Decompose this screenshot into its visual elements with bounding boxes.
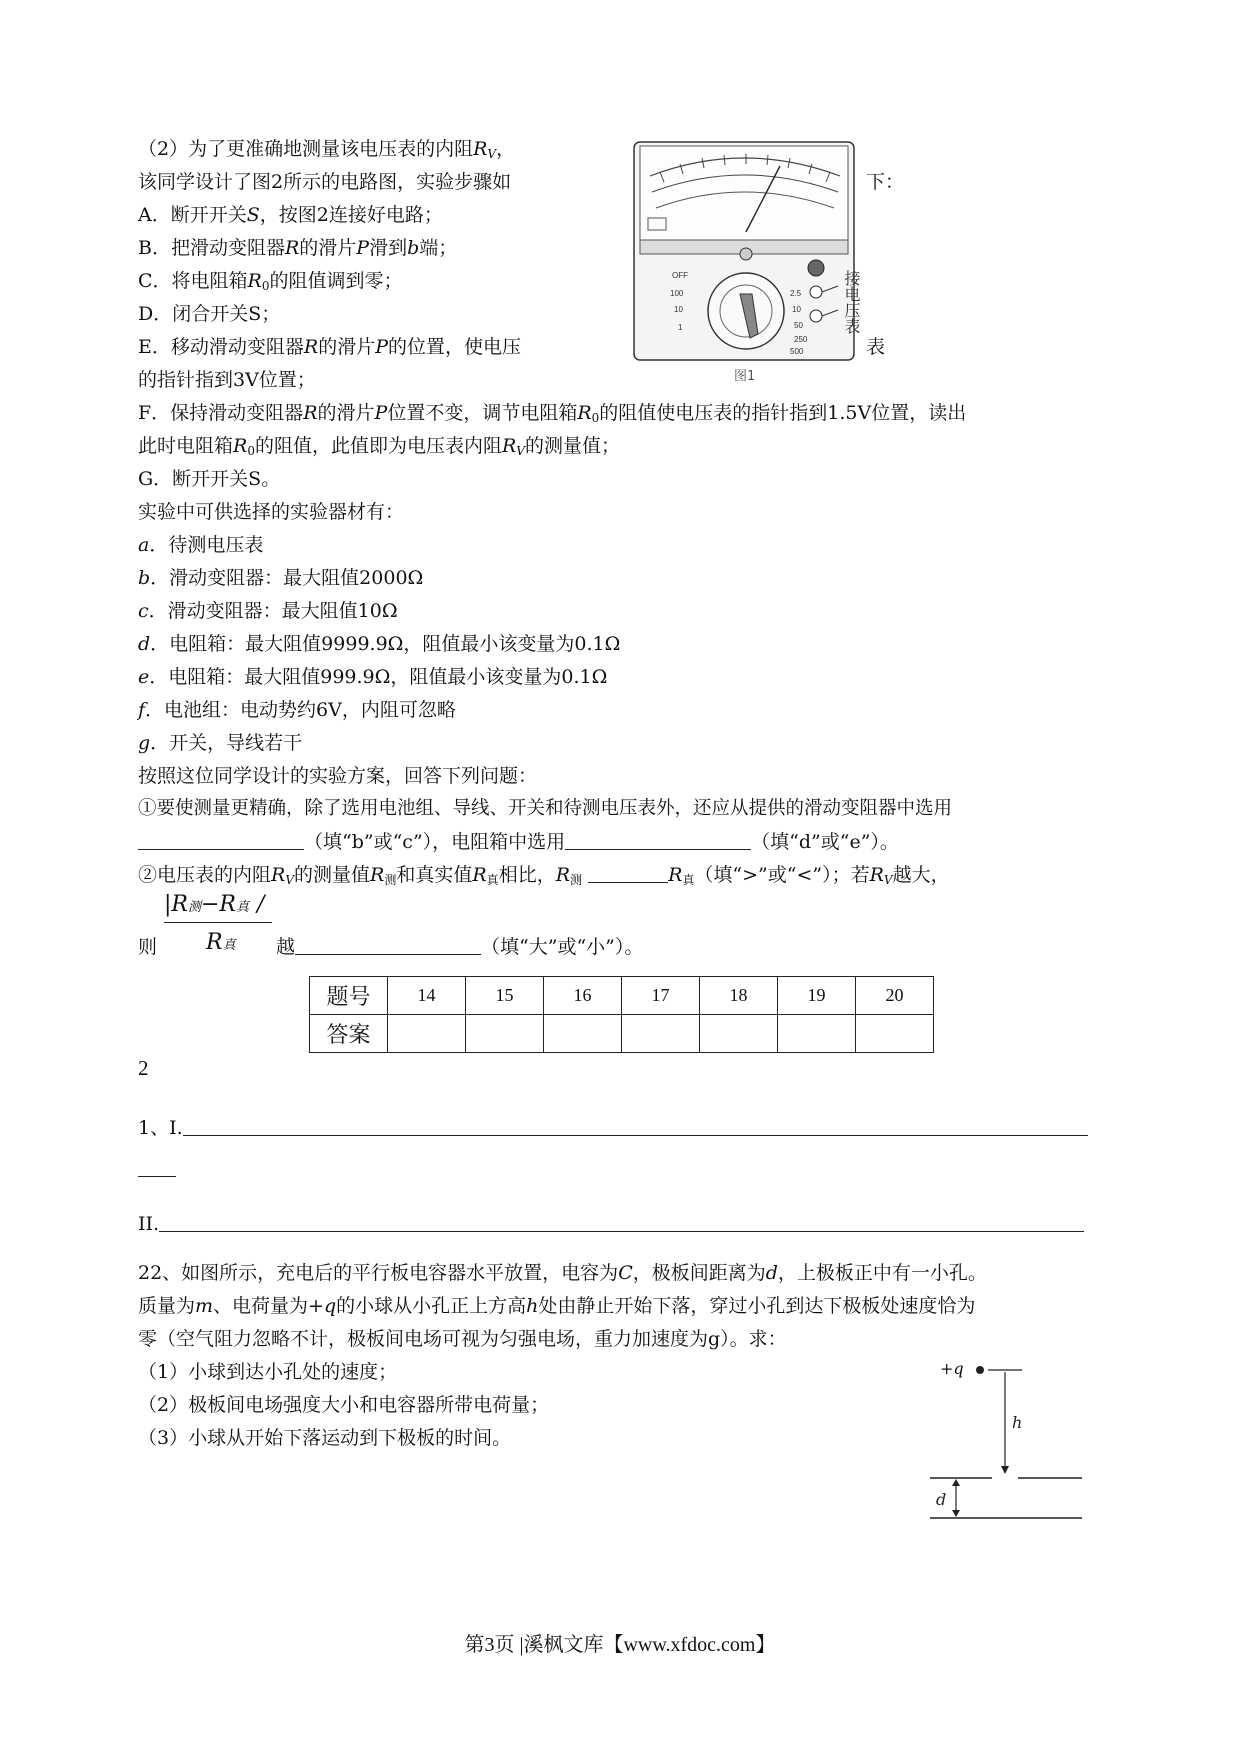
h-label: h [1012,1413,1023,1432]
charge-label: +q [940,1359,964,1378]
table-cell: 14 [388,977,466,1015]
connect-voltmeter-label: 接电压表 [842,270,861,334]
table-row [310,1015,934,1053]
table-cell: 15 [466,977,544,1015]
answer-cell[interactable] [388,1015,466,1053]
fraction-denominator: R真 [206,930,236,955]
answer-section-number: 2 [138,1056,149,1080]
fraction-bar [164,922,272,923]
step-d: D．闭合开关S； [138,303,281,325]
q2-intro: （2）为了更准确地测量该电压表的内阻$R_V$， [138,138,516,161]
step-c: C．将电阻箱$R_0$的阻值调到零； [138,270,403,293]
table-cell: 20 [856,977,934,1015]
svg-text:100: 100 [670,289,684,298]
trend-answer: 越 （填“大”或“小”）。 [276,936,644,958]
q2-line2-tail: 下： [866,171,905,193]
answer-cell[interactable] [544,1015,622,1053]
table-cell: 16 [544,977,622,1015]
table-header: 答案 [310,1015,388,1053]
d-label: d [936,1490,947,1509]
sub-question-1: ①要使测量更精确，除了选用电池组、导线、开关和待测电压表外，还应从提供的滑动变阻器中选用 [138,798,953,819]
then-label: 则 [138,936,158,958]
table-cell: 19 [778,977,856,1015]
step-a: A．断开开关S，按图2连接好电路； [138,204,443,226]
meter-dial-window [640,146,848,240]
multimeter-figure [630,136,870,386]
equipment-item: e．电阻箱：最大阻值999.9Ω，阻值最小该变量为0.1Ω [138,666,608,688]
step-f: F．保持滑动变阻器R的滑片P位置不变，调节电阻箱$R_0$的阻值使电压表的指针指到1.5V位置，读出 [138,402,967,425]
step-e: E．移动滑动变阻器R的滑片P的位置，使电压 [138,336,522,358]
svg-text:10: 10 [674,305,683,314]
q22-line1: 22、如图所示，充电后的平行板电容器水平放置，电容为C，极板间距离为d，上极板正中有一小孔。 [138,1262,987,1284]
q22-part1: （1）小球到达小孔处的速度； [138,1361,398,1383]
equipment-item: f．电池组：电动势约6V，内阻可忽略 [138,699,456,721]
step-e-tail: 表 [866,336,886,358]
step-b: B．把滑动变阻器R的滑片P滑到b端； [138,237,458,259]
q22-line2: 质量为m、电荷量为+q的小球从小孔正上方高h处由静止开始下落，穿过小孔到达下极板处速度恰为 [138,1295,976,1317]
svg-text:500: 500 [790,347,804,356]
table-cell: 17 [622,977,700,1015]
svg-text:250: 250 [794,335,808,344]
equipment-item: c．滑动变阻器：最大阻值10Ω [138,600,398,622]
page-footer: 第3页 |溪枫文库【www.xfdoc.com】 [464,1634,776,1656]
answer-table [309,976,934,1053]
step-f-line2: 此时电阻箱$R_0$的阻值，此值即为电压表内阻$R_V$的测量值； [138,435,620,458]
blank-resistance-box[interactable] [565,831,751,850]
equipment-title: 实验中可供选择的实验器材有： [138,501,405,523]
table-row [310,977,934,1015]
equipment-item: a．待测电压表 [138,534,264,556]
step-g: G．断开开关S。 [138,468,281,490]
blank-rheostat[interactable] [138,831,304,850]
terminal-top [808,260,824,276]
blank-trend[interactable] [295,936,481,955]
answer-cell[interactable] [466,1015,544,1053]
terminal-minus [810,310,822,322]
charged-ball [976,1366,984,1374]
answer-intro: 按照这位同学设计的实验方案，回答下列问题： [138,765,538,787]
sub-question-1-line2: （填“b”或“c”），电阻箱中选用 （填“d”或“e”）。 [138,830,899,854]
figure1-caption: 图1 [734,369,756,384]
sub-question-2: ②电压表的内阻$R_V$的测量值$R_测$和真实值$R_真$相比，$R_测$ $R_真$（填“>”或“<”）；若$R_V$越大， [138,864,950,887]
table-header: 题号 [310,977,388,1015]
table-cell: 18 [700,977,778,1015]
capacitor-figure [930,1360,1090,1530]
q22-part2: （2）极板间电场强度大小和电容器所带电荷量； [138,1394,550,1416]
answer-cell[interactable] [778,1015,856,1053]
step-e-line2: 的指针指到3V位置； [138,369,316,391]
answer-cell[interactable] [622,1015,700,1053]
answer-cell[interactable] [856,1015,934,1053]
answer-cell[interactable] [700,1015,778,1053]
svg-text:2.5: 2.5 [790,289,802,298]
q22-part3: （3）小球从开始下落运动到下极板的时间。 [138,1427,512,1449]
fraction-numerator: |R测−R真 / [164,892,265,917]
q2-line2: 该同学设计了图2所示的电路图，实验步骤如 [138,171,512,193]
blank-answer-1[interactable] [183,1117,1088,1136]
blank-answer-2[interactable] [159,1213,1084,1232]
svg-text:OFF: OFF [672,271,688,280]
answer-line-1: 1、I. [138,1116,1088,1140]
answer-line-1-cont [138,1176,176,1177]
equipment-item: g．开关，导线若干 [138,732,303,754]
svg-text:50: 50 [794,321,803,330]
blank-compare[interactable] [588,864,668,883]
terminal-plus [810,286,822,298]
svg-text:10: 10 [792,305,801,314]
answer-line-2: II. [138,1212,1084,1236]
equipment-item: d．电阻箱：最大阻值9999.9Ω，阻值最小该变量为0.1Ω [138,633,621,655]
equipment-item: b．滑动变阻器：最大阻值2000Ω [138,567,424,589]
q22-line3: 零（空气阻力忽略不计，极板间电场可视为匀强电场，重力加速度为g）。求： [138,1328,787,1350]
svg-text:1: 1 [678,323,683,332]
